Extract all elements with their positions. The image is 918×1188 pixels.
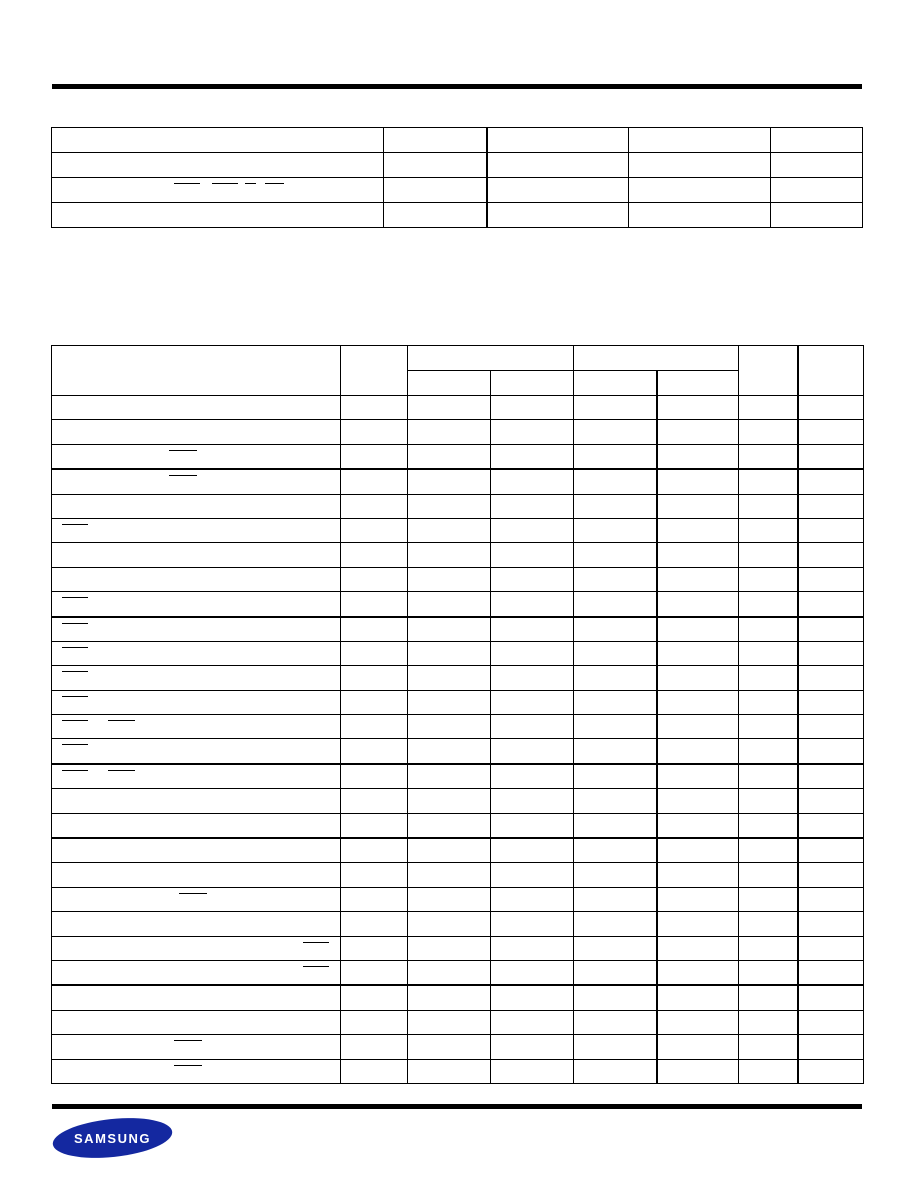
table-row <box>52 617 864 642</box>
footer-rule <box>52 1104 862 1109</box>
table-row <box>52 887 864 911</box>
table-row <box>52 396 864 420</box>
table-row <box>52 203 863 228</box>
samsung-logo-text: SAMSUNG <box>74 1131 151 1146</box>
table-row <box>52 789 864 813</box>
table-row <box>52 494 864 518</box>
table-row <box>52 985 864 1010</box>
table-row <box>52 739 864 764</box>
table-row <box>52 912 864 936</box>
table-row <box>52 764 864 789</box>
table-row <box>52 715 864 739</box>
table-row <box>52 1059 864 1083</box>
table-row <box>52 813 864 838</box>
table-row <box>52 543 864 567</box>
table-row <box>52 567 864 591</box>
table-row <box>52 469 864 494</box>
table-row <box>52 420 864 444</box>
table-row <box>52 178 863 203</box>
table-row <box>52 690 864 714</box>
table-row <box>52 863 864 887</box>
table-row <box>52 592 864 617</box>
table-row <box>52 1035 864 1059</box>
table-row <box>52 936 864 960</box>
table-row <box>52 838 864 863</box>
samsung-logo-icon <box>52 1118 173 1158</box>
table-row <box>52 1010 864 1034</box>
table-row <box>52 518 864 542</box>
table-row <box>52 128 863 153</box>
header-rule <box>52 84 862 89</box>
table-row <box>52 666 864 690</box>
table-row <box>52 444 864 469</box>
table-header-row <box>52 346 864 371</box>
table-row <box>52 153 863 178</box>
table-row <box>52 641 864 665</box>
samsung-logo <box>52 1118 173 1158</box>
table-row <box>52 960 864 985</box>
ac-characteristics-table <box>51 345 864 1084</box>
test-conditions-table <box>51 127 863 228</box>
